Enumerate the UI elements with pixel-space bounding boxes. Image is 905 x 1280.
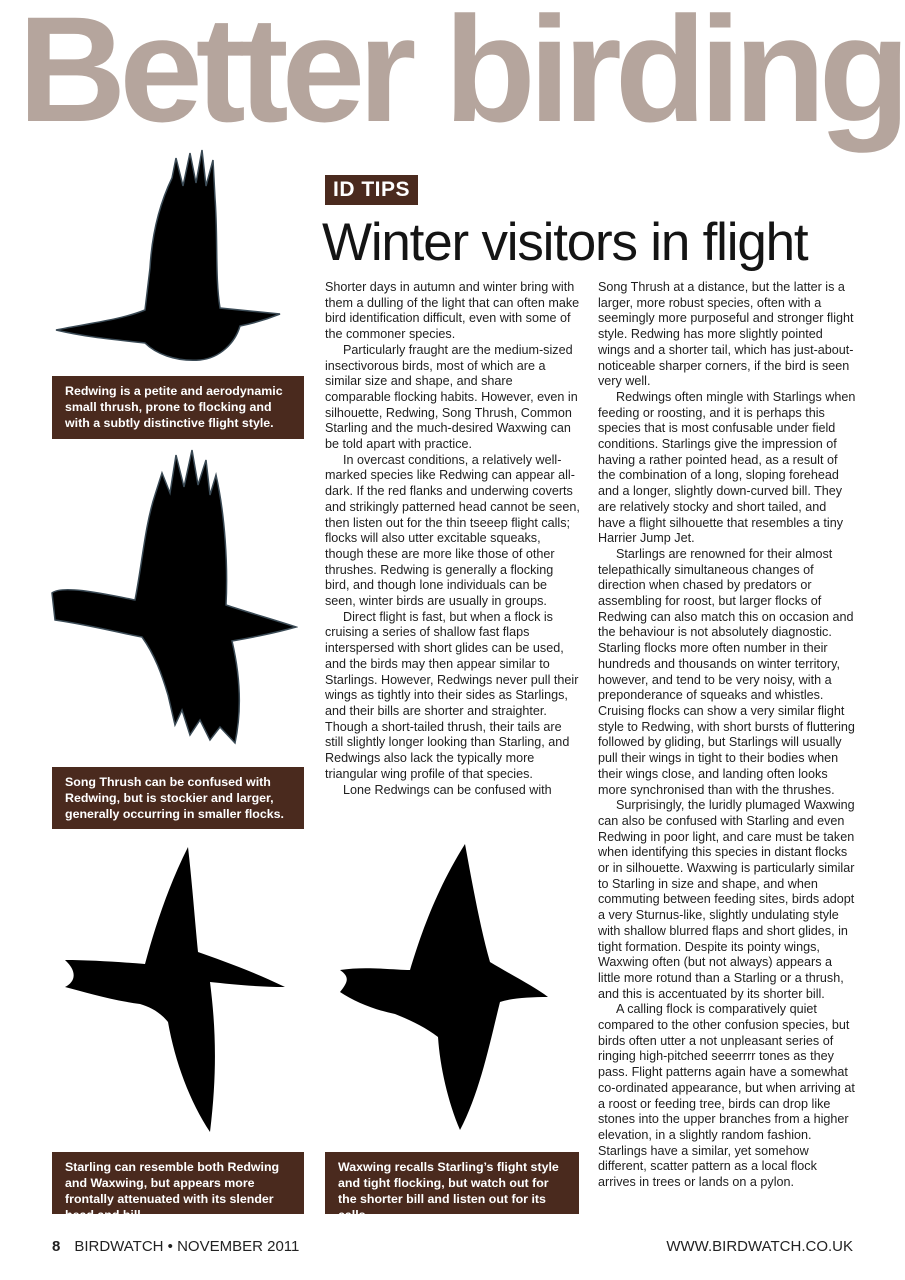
article-headline: Winter visitors in flight: [322, 213, 808, 272]
waxwing-silhouette: [340, 842, 550, 1132]
body-paragraph: Surprisingly, the luridly plumaged Waxwing can also be confused with Starling and even Redwing in poor light, and care must be taken when identifying this species in distant flocks or in silhouette. Waxwing is particularly similar to Starling in size and shape, and when commuting between feeding sites, birds adopt a very Sturnus-like, slightly undulating style with shallow blurred flaps and short glides, in tight formation. Despite its pointy wings, Waxwing often (but not always) appears a little more rotund than a Starling or a thrush, and this is accentuated by its shorter bill.: [598, 798, 855, 1001]
waxwing-caption: Waxwing recalls Starling’s flight style and tight flocking, but watch out for the shorter bill and listen out for its calls.: [325, 1152, 579, 1214]
page-number: 8: [52, 1238, 61, 1255]
publication-issue: BIRDWATCH • NOVEMBER 2011: [74, 1238, 300, 1255]
body-paragraph: A calling flock is comparatively quiet compared to the other confusion species, but birds often utter a not unpleasant series of ringing high-pitched seeerrrr tones as they pass. Flight patterns again have a somewhat co-ordinated appearance, but when arriving at a roost or feeding tree, birds can drop like stones into the upper branches from a higher elevation, in a slightly random fashion. Starlings have a similar, yet somehow different, scatter pattern as a local flock arrives in trees or lands on a pylon.: [598, 1002, 855, 1190]
body-column-2: [598, 280, 856, 1191]
redwing-caption: Redwing is a petite and aerodynamic small thrush, prone to flocking and with a subtly distinctive flight style.: [52, 376, 304, 439]
footer-website: WWW.BIRDWATCH.CO.UK: [666, 1238, 853, 1255]
body-paragraph: In overcast conditions, a relatively well-marked species like Redwing can appear all-dark. If the red flanks and underwing coverts and strikingly patterned head cannot be seen, then listen out for the thin tseeep flight calls; flocks will also utter excitable squeaks, though these are more like those of other thrushes. Redwing is generally a flocking bird, and though lone individuals can be seen, winter birds are usually in groups.: [325, 452, 580, 609]
section-badge: ID TIPS: [325, 175, 418, 205]
body-paragraph: Starlings are renowned for their almost telepathically simultaneous changes of direction when chased by predators or assembling for roost, but larger flocks of Redwing can also match this on occasion and the behaviour is not absolutely diagnostic. Starling flocks more often number in their hundreds and thousands on winter territory, however, and tend to be very noisy, with a preponderance of squeaks and whistles. Cruising flocks can show a very similar flight style to Redwing, with short bursts of fluttering followed by gliding, but Starlings will usually pull their wings in tight to their bodies when their wings close, and landing often looks more synchronised than with the thrushes.: [598, 546, 855, 797]
starling-silhouette: [50, 842, 290, 1142]
footer-publication: [52, 1238, 299, 1255]
redwing-silhouette: [50, 148, 290, 363]
body-paragraph: Lone Redwings can be confused with: [343, 782, 552, 797]
body-paragraph: Particularly fraught are the medium-sized insectivorous birds, most of which are a similar size and shape, and share comparable flocking habits. However, even in silhouette, Redwing, Song Thrush, Common Starling and the much-desired Waxwing can be told apart with practice.: [325, 342, 578, 452]
song-thrush-caption: Song Thrush can be confused with Redwing, but is stockier and larger, generally occurring in smaller flocks.: [52, 767, 304, 829]
body-paragraph: Direct flight is fast, but when a flock is cruising a series of shallow fast flaps interspersed with short glides can be used, and the birds may then appear similar to Starlings. However, Redwings never pull their wings as tightly into their sides as Starlings, and their bills are shorter and straighter. Though a short-tailed thrush, their tails are still slightly longer looking than Starling, and Redwings also lack the typically more triangular wing profile of that species.: [325, 609, 579, 781]
body-paragraph: Song Thrush at a distance, but the latter is a larger, more robust species, often with a seemingly more purposeful and stronger flight style. Redwing has more slightly pointed wings and a shorter tail, which has just-about-noticeable sharper corners, if the bird is seen very well.: [598, 280, 854, 389]
body-column-1: [325, 280, 580, 798]
body-paragraph: Redwings often mingle with Starlings when feeding or roosting, and it is perhaps this species that is most confusable under field conditions. Starlings give the impression of having a rather pointed head, as a result of the combination of a long, sloping forehead and a longer, slightly down-curved bill. They are relatively stocky and short tailed, and have a flight silhouette that resembles a tiny Harrier Jump Jet.: [598, 389, 856, 546]
song-thrush-silhouette: [50, 445, 298, 745]
masthead-title: Better birding: [18, 0, 904, 153]
body-paragraph: Shorter days in autumn and winter bring with them a dulling of the light that can often make bird identification difficult, even with some of the commoner species.: [325, 280, 580, 342]
starling-caption: Starling can resemble both Redwing and Waxwing, but appears more frontally attenuated with its slender head and bill.: [52, 1152, 304, 1214]
